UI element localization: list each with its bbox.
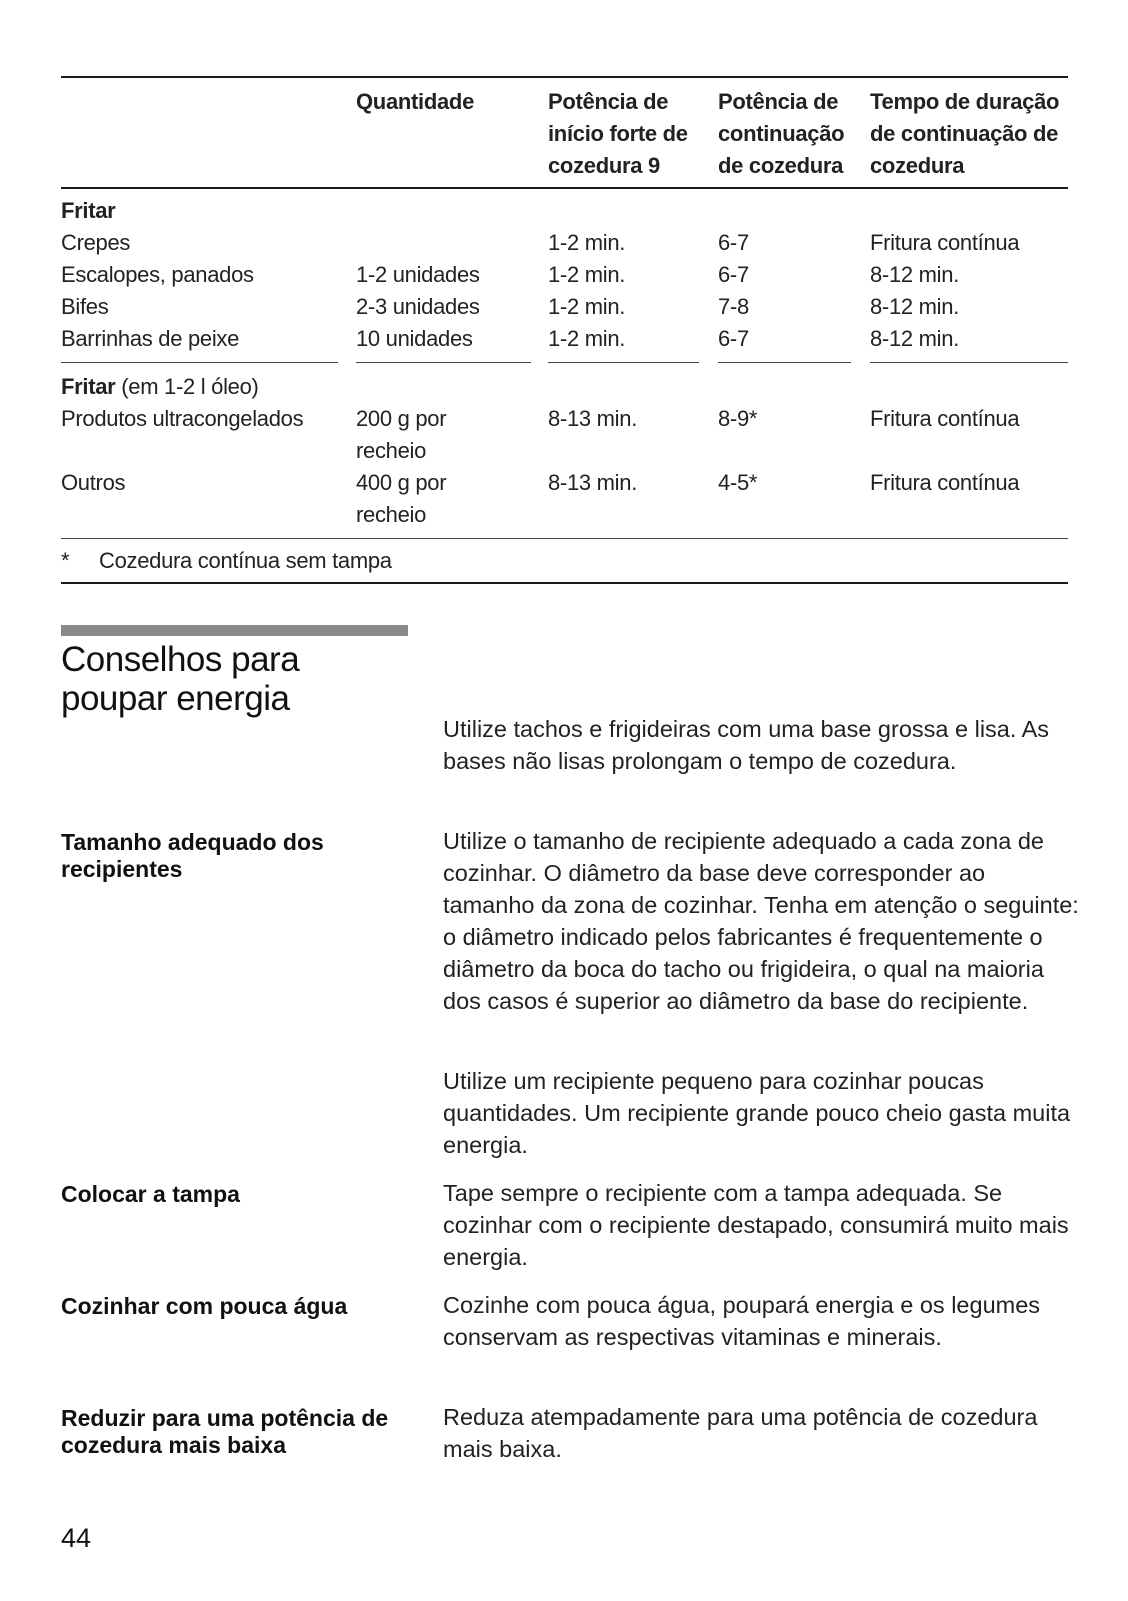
footnote: Cozedura contínua sem tampa <box>99 548 392 573</box>
section-title <box>61 640 299 718</box>
row-start: 1-2 min. <box>548 326 626 351</box>
heading-tampa: Colocar a tampa <box>61 1181 240 1207</box>
header-tempo-3: cozedura <box>870 153 965 178</box>
heading-reduzir: Reduzir para uma potência de cozedura mais baixa <box>61 1405 389 1458</box>
header-potencia-inicio-1: Potência de <box>548 89 669 114</box>
header-quantidade: Quantidade <box>356 89 475 114</box>
group-separator <box>356 362 531 363</box>
row-time: Fritura contínua <box>870 470 1020 495</box>
paragraph-recipiente-pequeno: Utilize um recipiente pequeno para cozinhar poucas quantidades. Um recipiente grande pouco cheio gasta muita energia. <box>443 1068 1071 1158</box>
row-cont: 6-7 <box>718 230 749 255</box>
group-separator <box>61 362 338 363</box>
row-start: 8-13 min. <box>548 470 638 495</box>
row-food: Bifes <box>61 294 109 319</box>
row-food: Outros <box>61 470 126 495</box>
row-cont: 7-8 <box>718 294 749 319</box>
row-qty-line1: 400 g por <box>356 470 447 495</box>
intro-paragraph: Utilize tachos e frigideiras com uma base grossa e lisa. As bases não lisas prolongam o tempo de cozedura. <box>443 716 1050 774</box>
group-separator <box>548 362 699 363</box>
group-separator <box>870 362 1068 363</box>
row-qty: 1-2 unidades <box>356 262 480 287</box>
group2-title-main: Fritar <box>61 374 116 399</box>
row-food: Crepes <box>61 230 131 255</box>
row-qty: 2-3 unidades <box>356 294 480 319</box>
footnote-rule <box>61 538 1068 539</box>
row-start: 8-13 min. <box>548 406 638 431</box>
row-start: 1-2 min. <box>548 294 626 319</box>
header-tempo-2: de continuação de <box>870 121 1059 146</box>
paragraph-tampa: Tape sempre o recipiente com a tampa adequada. Se cozinhar com o recipiente destapado, consumirá muito mais energia. <box>443 1180 1069 1270</box>
header-potencia-inicio-2: início forte de <box>548 121 688 146</box>
row-cont: 6-7 <box>718 262 749 287</box>
group-separator <box>718 362 851 363</box>
row-start: 1-2 min. <box>548 262 626 287</box>
paragraph-reduzir: Reduza atempadamente para uma potência de cozedura mais baixa. <box>443 1404 1038 1462</box>
group2-title <box>61 371 259 403</box>
header-potencia-cont-2: continuação <box>718 121 845 146</box>
row-time: Fritura contínua <box>870 230 1020 255</box>
row-qty: 10 unidades <box>356 326 473 351</box>
row-time: 8-12 min. <box>870 326 960 351</box>
row-qty-line2: recheio <box>356 438 427 463</box>
header-tempo-1: Tempo de duração <box>870 89 1060 114</box>
heading-tamanho: Tamanho adequado dos recipientes <box>61 829 324 882</box>
row-qty-line1: 200 g por <box>356 406 447 431</box>
row-cont: 6-7 <box>718 326 749 351</box>
page-number: 44 <box>61 1523 92 1553</box>
row-time: 8-12 min. <box>870 294 960 319</box>
paragraph-pouca-agua: Cozinhe com pouca água, poupará energia e os legumes conservam as respectivas vitaminas e minerais. <box>443 1292 1041 1350</box>
header-potencia-inicio-3: cozedura 9 <box>548 153 660 178</box>
row-food: Escalopes, panados <box>61 262 254 287</box>
row-food: Produtos ultracongelados <box>61 406 304 431</box>
row-cont: 8-9* <box>718 406 758 431</box>
table-top-rule <box>61 76 1068 78</box>
section-title-line1: Conselhos para <box>61 640 300 679</box>
group1-title: Fritar <box>61 198 116 223</box>
group2-title-suffix: (em 1-2 l óleo) <box>115 374 259 399</box>
header-bottom-rule <box>61 187 1068 189</box>
footnote-mark: * <box>61 548 70 573</box>
paragraph-tamanho: Utilize o tamanho de recipiente adequado a cada zona de cozinhar. O diâmetro da base deve corresponder ao tamanho da zona de cozinhar. Tenha em atenção o seguinte: o diâmetro indicado pelos fabricantes é frequentemente o diâmetro da boca do tacho ou frigideira, o qual na maioria dos casos é superior ao diâmetro da base do recipiente. <box>443 828 1079 1014</box>
row-time: 8-12 min. <box>870 262 960 287</box>
table-bottom-rule <box>61 582 1068 584</box>
heading-pouca-agua: Cozinhar com pouca água <box>61 1293 348 1319</box>
row-qty-line2: recheio <box>356 502 427 527</box>
header-potencia-cont-1: Potência de <box>718 89 839 114</box>
section-title-line2: poupar energia <box>61 679 290 718</box>
row-time: Fritura contínua <box>870 406 1020 431</box>
header-potencia-cont-3: de cozedura <box>718 153 844 178</box>
row-cont: 4-5* <box>718 470 758 495</box>
row-start: 1-2 min. <box>548 230 626 255</box>
section-bar <box>61 625 408 636</box>
row-food: Barrinhas de peixe <box>61 326 240 351</box>
